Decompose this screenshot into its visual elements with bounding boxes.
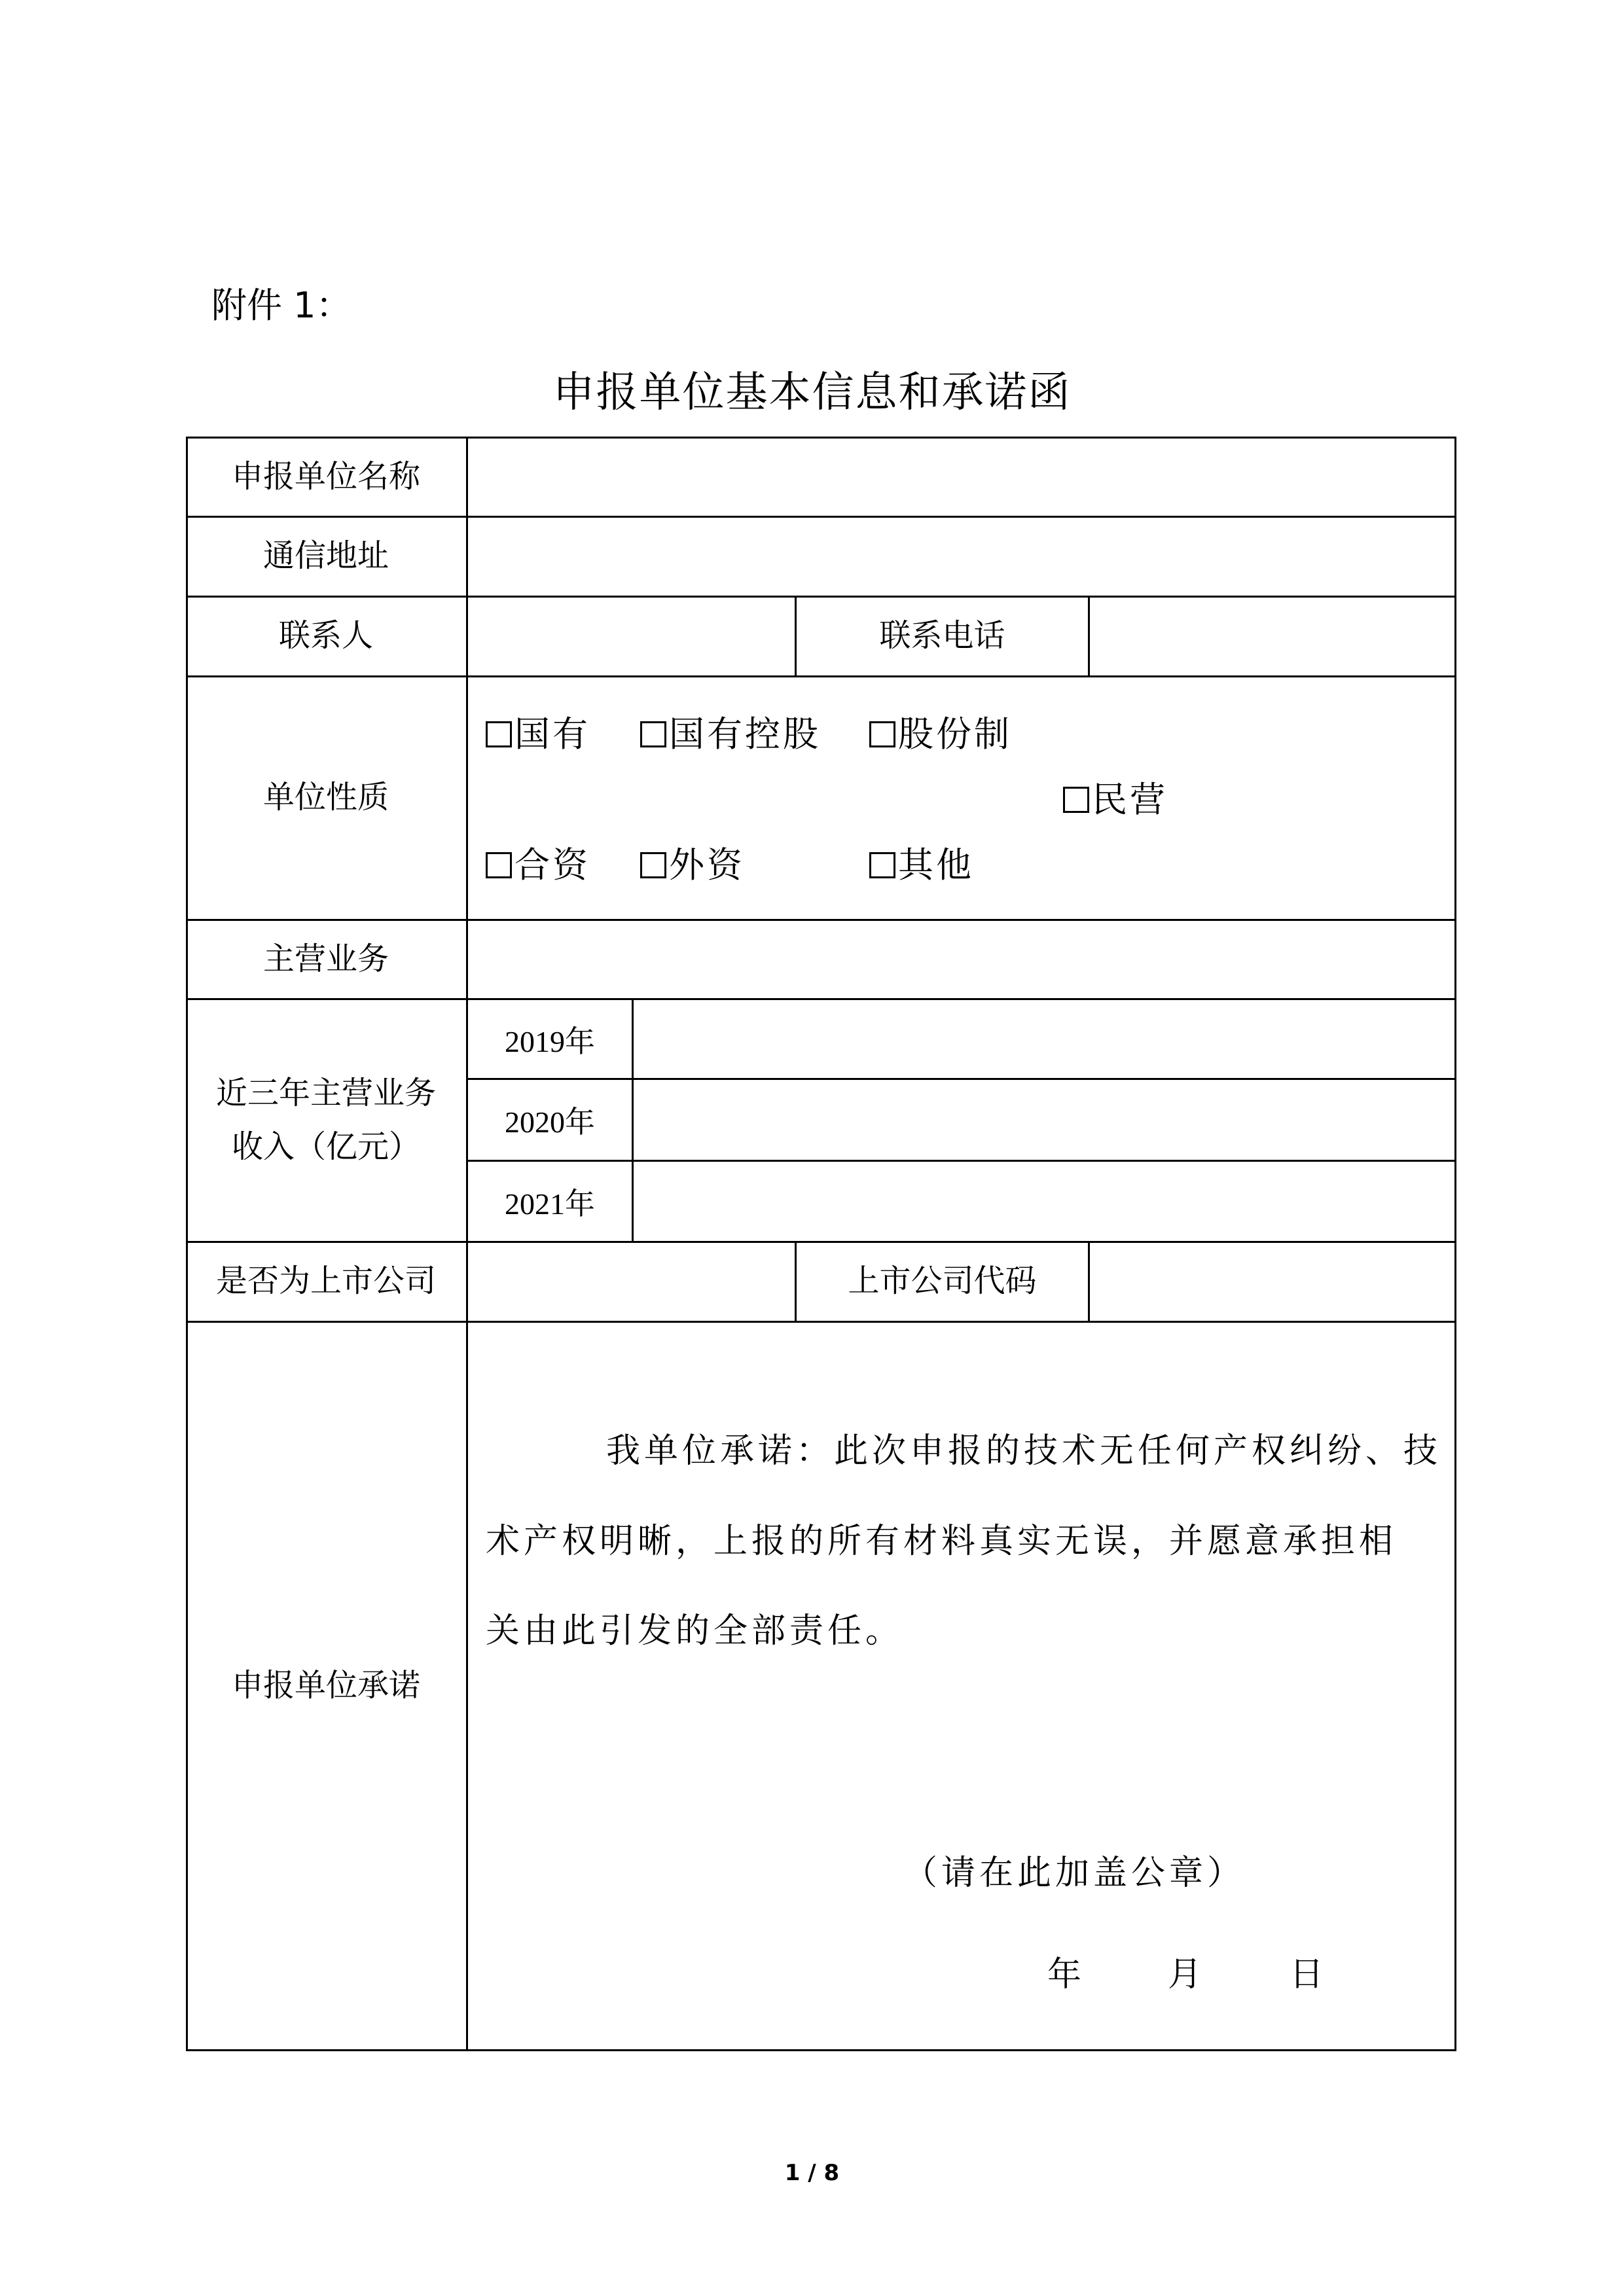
checkbox-icon[interactable] [869, 721, 895, 747]
unit-name-label: 申报单位名称 [231, 457, 420, 495]
table-border-bottom [186, 2049, 1456, 2051]
commitment-label: 申报单位承诺 [231, 1666, 420, 1704]
seal-note: （请在此加盖公章） [903, 1854, 1246, 1893]
table-border-right [1454, 437, 1456, 2051]
stock-code-label: 上市公司代码 [848, 1263, 1037, 1299]
checkbox-icon[interactable] [486, 852, 512, 878]
checkbox-icon[interactable] [1063, 787, 1089, 813]
commitment-text-line1: 我单位承诺：此次申报的技术无任何产权纠纷、技 [606, 1431, 1442, 1471]
option-other[interactable]: 其他 [869, 842, 974, 888]
option-joint-venture[interactable]: 合资 [486, 842, 590, 888]
contact-phone-label: 联系电话 [879, 617, 1005, 654]
contact-person-label: 联系人 [278, 617, 373, 654]
unit-name-field[interactable] [468, 439, 1454, 516]
year-2021-label: 2021年 [505, 1187, 595, 1221]
main-business-field[interactable] [468, 921, 1454, 998]
option-state-controlled[interactable]: 国有控股 [640, 711, 821, 757]
attachment-label: 附件 1： [211, 285, 352, 326]
revenue-2020-field[interactable] [634, 1080, 1454, 1160]
year-2020-label: 2020年 [505, 1105, 595, 1139]
commitment-text-line3: 关由此引发的全部责任。 [486, 1611, 904, 1651]
stock-code-field[interactable] [1090, 1243, 1454, 1321]
revenue-2019-field[interactable] [634, 1000, 1454, 1078]
revenue-2021-field[interactable] [634, 1162, 1454, 1241]
checkbox-icon[interactable] [640, 721, 666, 747]
listed-company-field[interactable] [468, 1243, 795, 1321]
contact-person-field[interactable] [468, 598, 795, 675]
revenue-label [186, 998, 466, 1241]
application-form-table [186, 437, 1456, 2051]
option-foreign-funded[interactable]: 外资 [640, 842, 745, 888]
form-title: 申报单位基本信息和承诺函 [552, 368, 1072, 417]
date-day: 日 [1290, 1955, 1328, 1994]
date-month: 月 [1168, 1955, 1206, 1994]
unit-nature-label: 单位性质 [262, 779, 389, 816]
date-year: 年 [1047, 1955, 1086, 1994]
page-number: 1 / 8 [784, 2160, 840, 2186]
checkbox-icon[interactable] [486, 721, 512, 747]
option-joint-stock[interactable]: 股份制 [869, 711, 1012, 757]
option-private[interactable]: 民营 [1063, 777, 1168, 823]
commitment-text-line2: 术产权明晰，上报的所有材料真实无误，并愿意承担相 [486, 1522, 1398, 1561]
revenue-label-line2: 收入（亿元） [231, 1128, 420, 1165]
option-state-owned[interactable]: 国有 [486, 711, 590, 757]
year-2019-label: 2019年 [505, 1024, 595, 1058]
revenue-label-line1: 近三年主营业务 [215, 1074, 436, 1111]
checkbox-icon[interactable] [869, 852, 895, 878]
listed-company-label: 是否为上市公司 [215, 1263, 436, 1299]
address-label: 通信地址 [262, 537, 389, 574]
contact-phone-field[interactable] [1090, 598, 1454, 675]
address-field[interactable] [468, 518, 1454, 596]
checkbox-icon[interactable] [640, 852, 666, 878]
main-business-label: 主营业务 [262, 940, 389, 977]
